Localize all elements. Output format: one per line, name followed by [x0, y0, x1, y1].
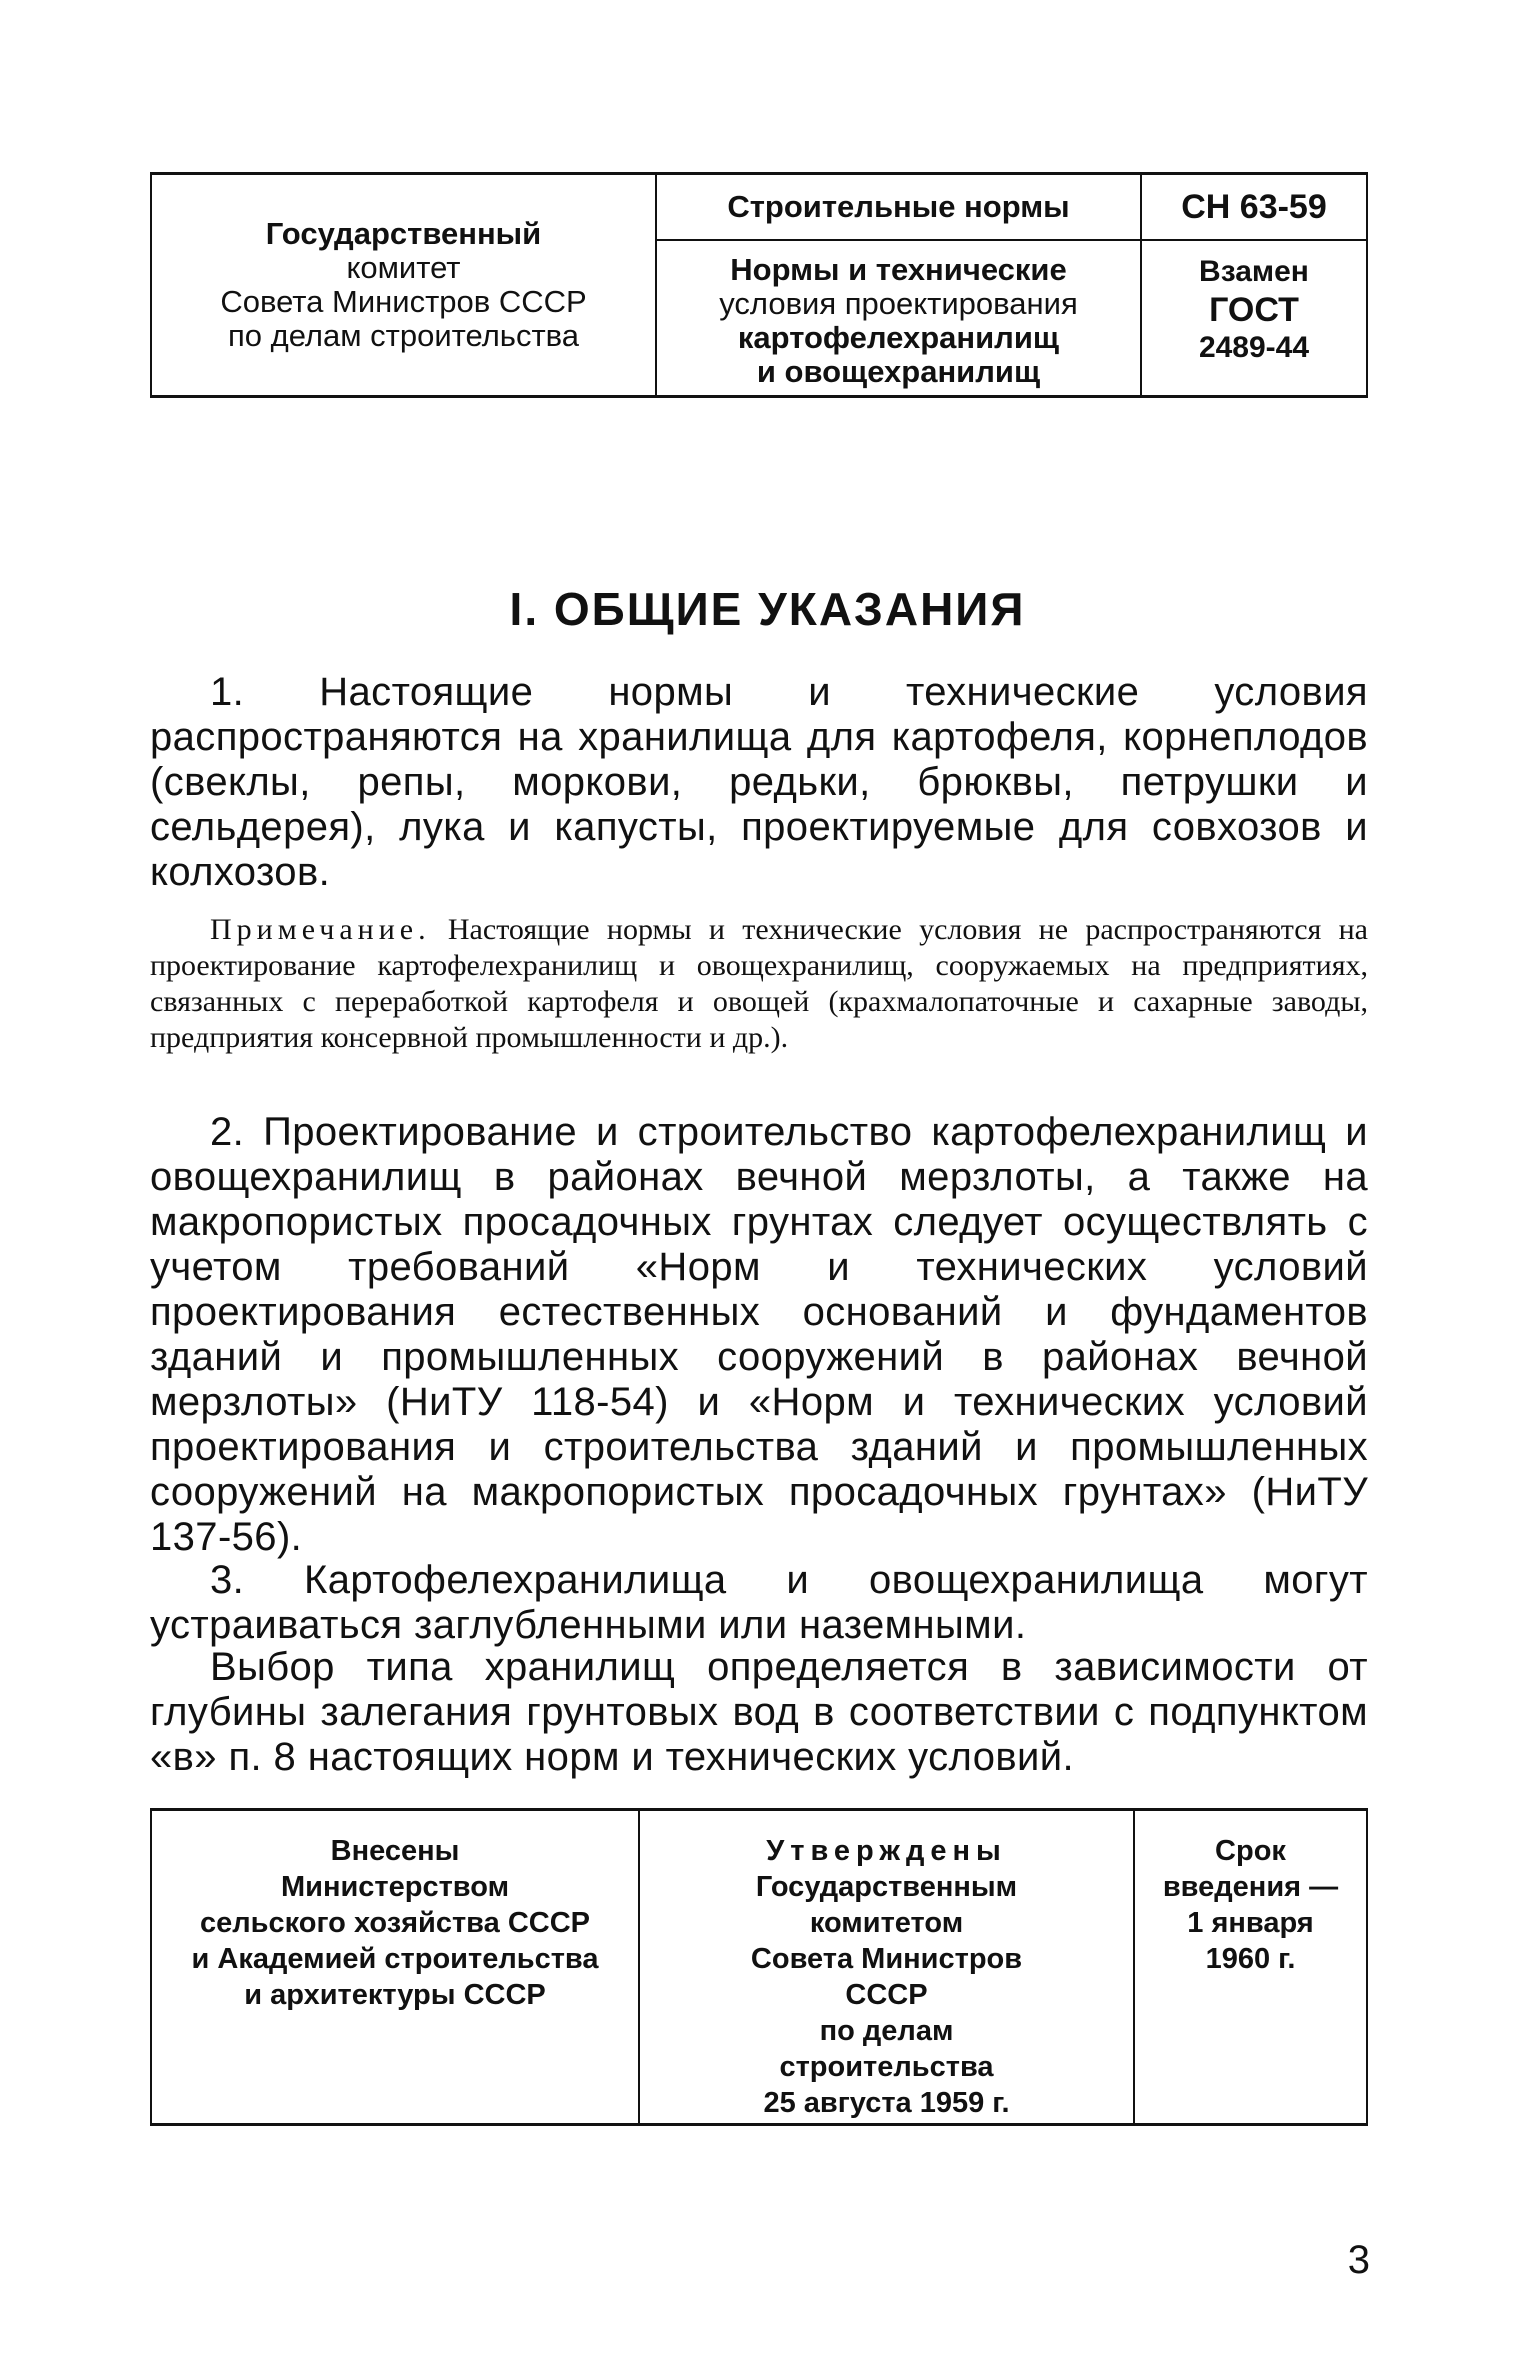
approved-line: комитетом	[809, 1907, 964, 1939]
approved-label: Утверждены	[766, 1835, 1007, 1867]
submitted-cell	[150, 1811, 638, 2123]
authority-line: комитет	[346, 250, 461, 285]
doc-title-line: Нормы и технические	[730, 252, 1067, 287]
paragraph-text: Выбор типа хранилищ определяется в зависимости от глубины залегания грунтовых вод в соответствии с подпунктом «в» п. 8 настоящих норм и технических условий.	[150, 1645, 1368, 1779]
effective-line: введения —	[1162, 1871, 1339, 1903]
approved-line: Государственным	[755, 1871, 1018, 1903]
approved-line: СССР	[845, 1979, 928, 2011]
submitted-line: и архитектуры СССР	[244, 1979, 546, 2011]
doc-code: СН 63-59	[1181, 188, 1327, 226]
doc-title-cell	[657, 241, 1140, 395]
approved-date: 25 августа 1959 г.	[763, 2087, 1010, 2119]
approved-line: по делам	[819, 2015, 954, 2047]
header-title-cell	[655, 175, 1140, 395]
submitted-line: и Академией строительства	[191, 1943, 599, 1975]
effective-text	[1163, 1833, 1338, 2123]
footer-table	[150, 1808, 1368, 2126]
submitted-line: Внесены	[330, 1835, 460, 1867]
authority-line: по делам строительства	[227, 318, 580, 353]
submitted-text	[192, 1833, 599, 2123]
approved-cell	[638, 1811, 1133, 2123]
section-title: I. ОБЩИЕ УКАЗАНИЯ	[509, 583, 1026, 635]
effective-cell	[1133, 1811, 1368, 2123]
replaces-line: ГОСТ	[1209, 291, 1299, 329]
approved-line: Совета Министров	[750, 1943, 1023, 1975]
replaces-line: 2489-44	[1198, 331, 1310, 364]
effective-line: 1960 г.	[1205, 1943, 1296, 1975]
paragraph-2	[150, 1110, 1368, 1560]
submitted-line: Министерством	[280, 1871, 510, 1903]
replaces-cell	[1142, 241, 1366, 395]
header-code-cell	[1140, 175, 1368, 395]
note-text: Настоящие нормы и технические условия не распространяются на проектирование картофелехранилищ и овощехранилищ, сооружаемых на предприятиях, связанных с переработкой картофеля и овощей (крахмалопаточные и сахарные заводы, предприятия консервной промышленности и др.).	[150, 913, 1368, 1054]
paragraph-text: 3. Картофелехранилища и овощехранилища могут устраиваться заглубленными или наземными.	[150, 1558, 1368, 1647]
submitted-line: сельского хозяйства СССР	[200, 1907, 590, 1939]
replaces-text	[1199, 253, 1309, 367]
doc-type-cell	[657, 175, 1140, 241]
doc-title-line: условия проектирования	[719, 286, 1078, 321]
paragraph-4	[150, 1645, 1368, 1780]
effective-line: 1 января	[1187, 1907, 1314, 1939]
doc-title-line: картофелехранилищ	[737, 320, 1060, 355]
doc-title-line: и овощехранилищ	[756, 354, 1041, 389]
note-label: Примечание.	[210, 913, 431, 946]
code-cell	[1142, 175, 1366, 241]
effective-line: Срок	[1215, 1835, 1286, 1867]
approved-line: строительства	[779, 2051, 994, 2083]
authority-line: Совета Министров СССР	[220, 284, 587, 319]
authority-line: Государственный	[265, 216, 542, 251]
paragraph-3	[150, 1558, 1368, 1648]
doc-type: Строительные нормы	[727, 189, 1070, 224]
replaces-line: Взамен	[1199, 255, 1309, 288]
note-paragraph	[150, 912, 1368, 1056]
doc-title	[719, 253, 1078, 389]
paragraph-1	[150, 670, 1368, 895]
authority-text	[220, 217, 586, 353]
approved-text	[751, 1833, 1022, 2123]
header-table	[150, 172, 1368, 398]
header-authority-cell	[150, 175, 655, 395]
paragraph-text: 2. Проектирование и строительство картофелехранилищ и овощехранилищ в районах вечной мерзлоты, а также на макропористых просадочных грунтах следует осуществлять с учетом требований «Норм и технических условий проектирования естественных оснований и фундаментов зданий и промышленных сооружений в районах вечной мерзлоты» (НиТУ 118-54) и «Норм и технических условий проектирования и строительства зданий и промышленных сооружений на макропористых просадочных грунтах» (НиТУ 137-56).	[150, 1110, 1368, 1559]
paragraph-text: 1. Настоящие нормы и технические условия распространяются на хранилища для картофеля, корнеплодов (свеклы, репы, моркови, редьки, брюквы, петрушки и сельдерея), лука и капусты, проектируемые для совхозов и колхозов.	[150, 670, 1368, 894]
page-number: 3	[1347, 2238, 1370, 2282]
